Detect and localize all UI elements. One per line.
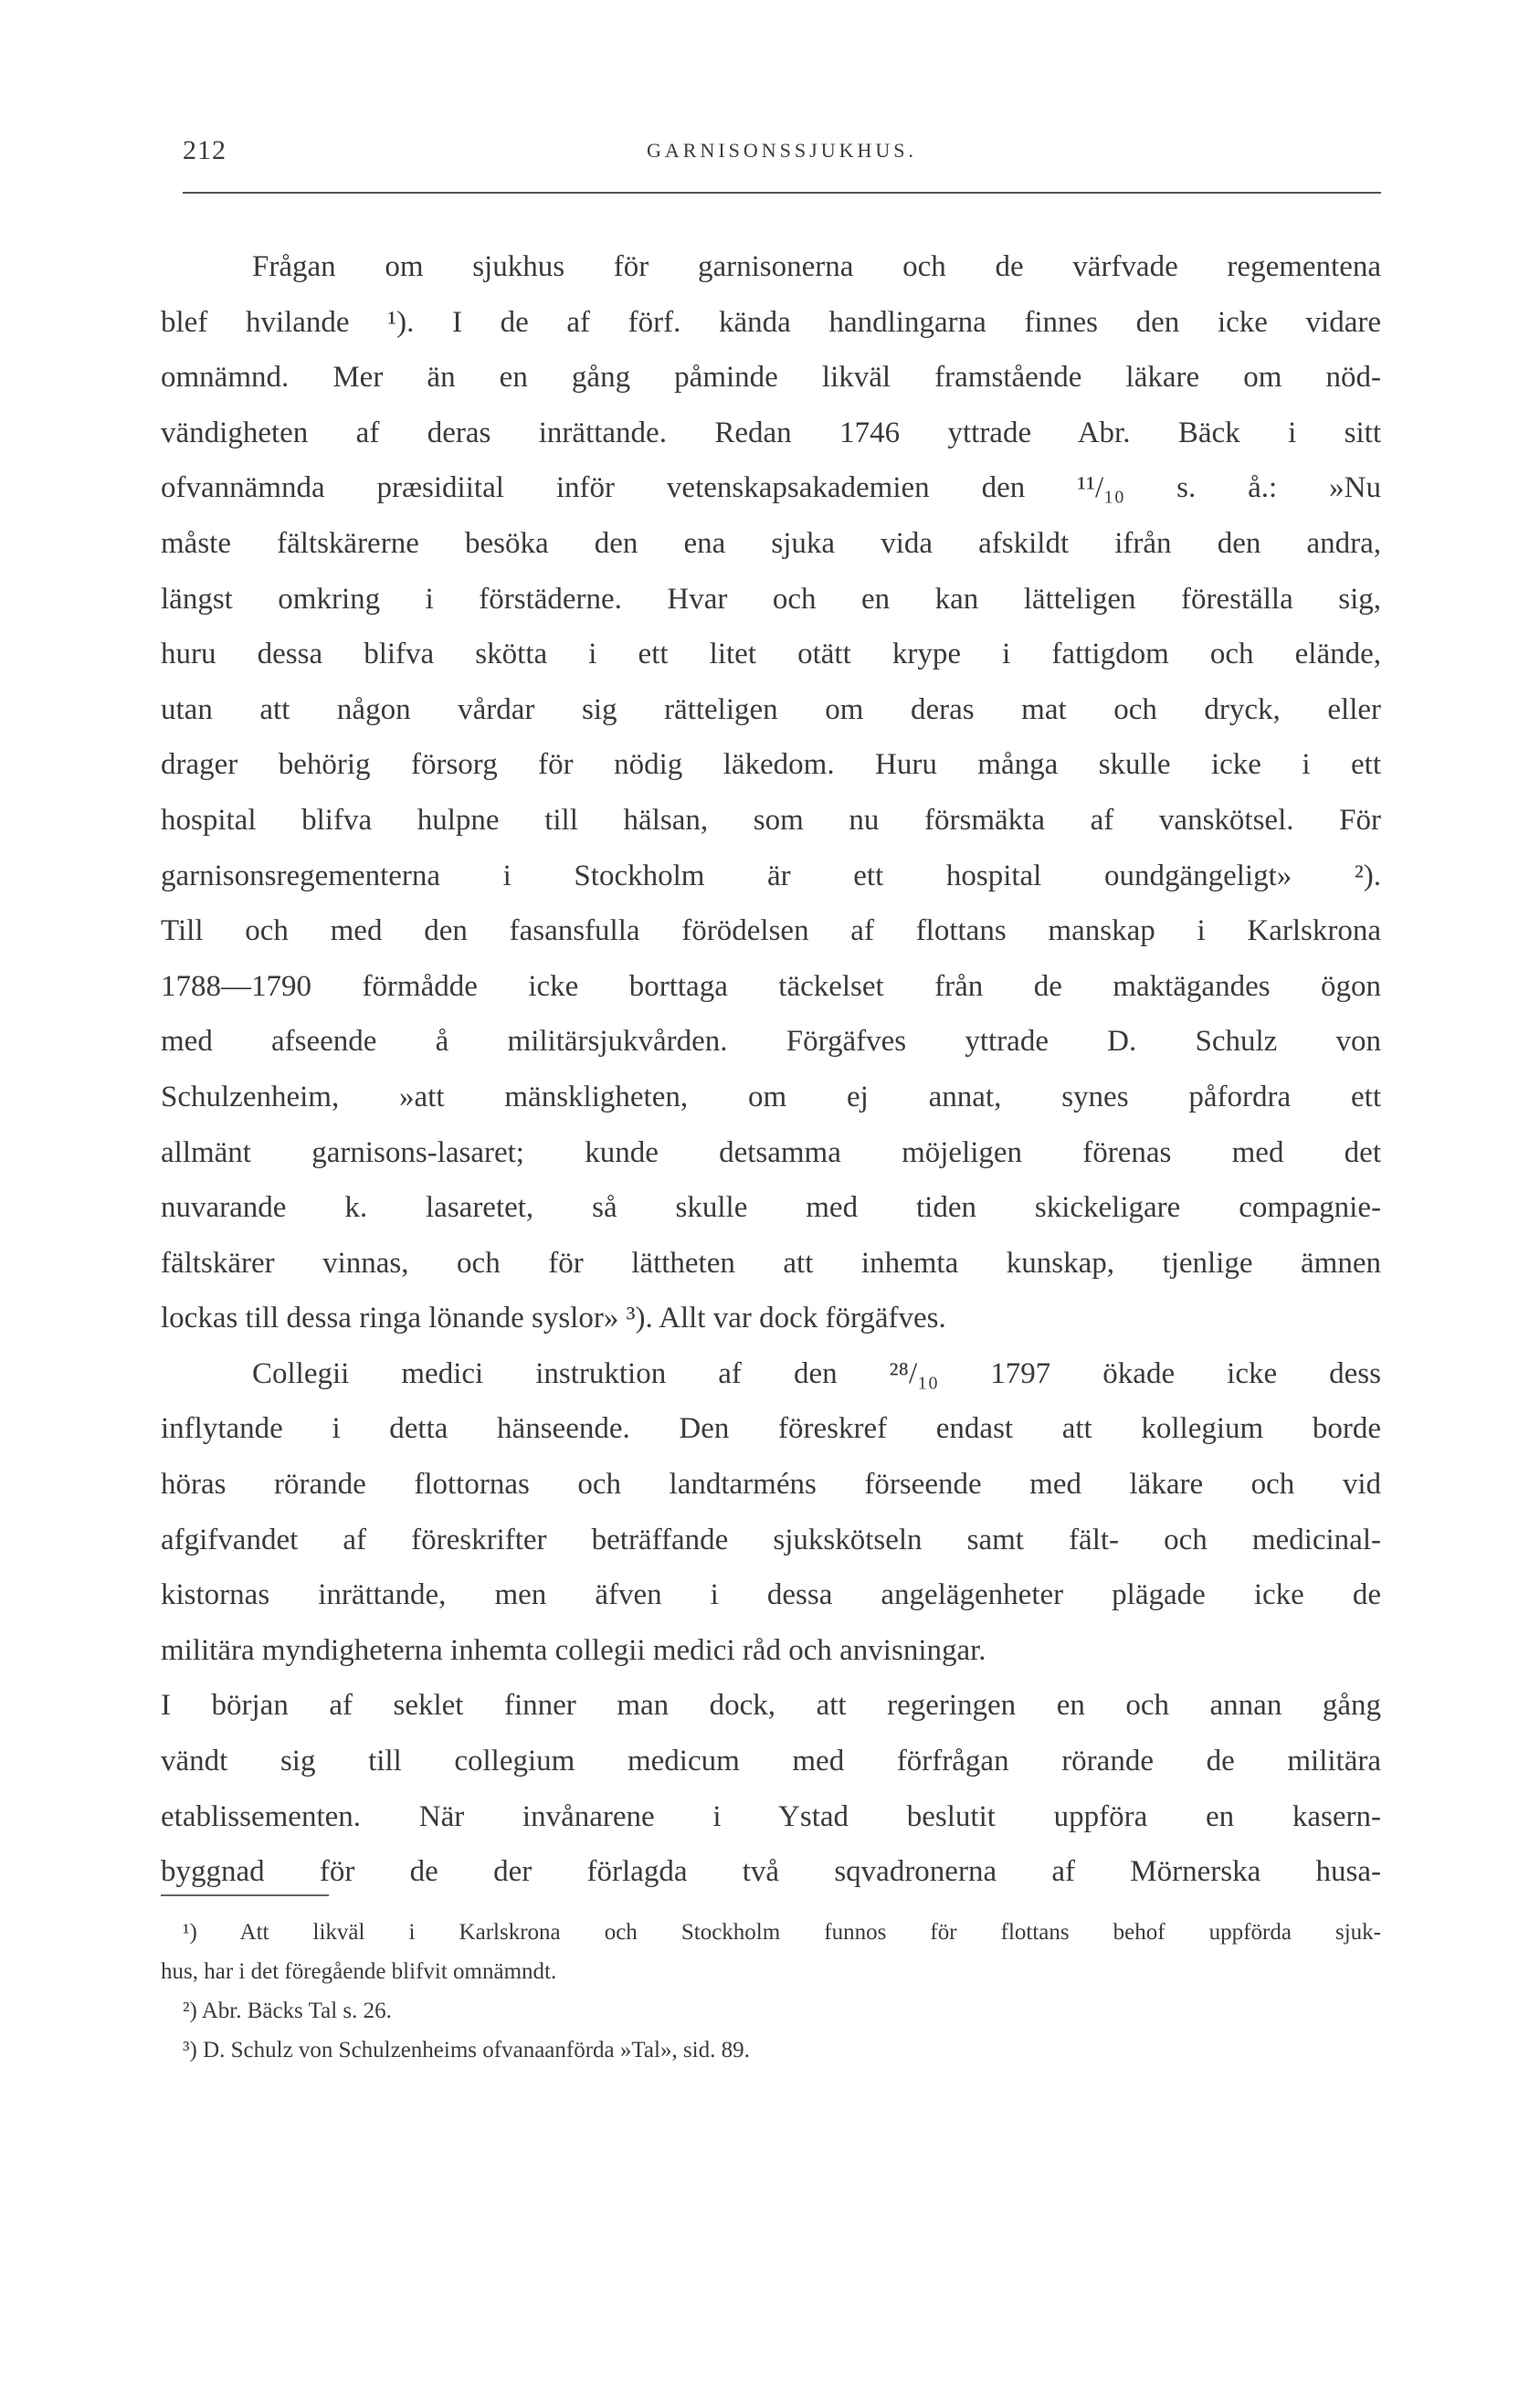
footnote-rule (161, 1894, 329, 1896)
body-line: fältskärer vinnas, och för lättheten att inhemta kunskap, tjenlige ämnen (161, 1246, 1381, 1280)
footnote-line: hus, har i det föregående blifvit omnämndt. (161, 1959, 557, 1984)
body-line: vändt sig till collegium medicum med förfrågan rörande de militära (161, 1745, 1381, 1778)
footnotes (161, 1913, 1381, 2070)
body-line: allmänt garnisons-lasaret; kunde detsamma möjeligen förenas med det (161, 1135, 1381, 1169)
body-line: utan att någon vårdar sig rätteligen om deras mat och dryck, eller (161, 692, 1381, 726)
body-line: Collegii medici instruktion af den ²⁸/₁₀ 1797 ökade icke dess (252, 1356, 1381, 1390)
body-line: etablissementen. När invånarene i Ystad beslutit uppföra en kasern- (161, 1799, 1381, 1833)
body-line: omnämnd. Mer än en gång påminde likväl framstående läkare om nöd- (161, 361, 1381, 395)
body-line: I början af seklet finner man dock, att regeringen en och annan gång (161, 1689, 1381, 1723)
body-line: 1788—1790 förmådde icke borttaga täckelset från de maktägandes ögon (161, 969, 1381, 1003)
footnote-line: ¹) Att likväl i Karlskrona och Stockholm funnos för flottans behof uppförda sjuk- (183, 1920, 1381, 1945)
body-line: huru dessa blifva skötta i ett litet otätt krype i fattigdom och elände, (161, 638, 1381, 671)
footnote-line: ²) Abr. Bäcks Tal s. 26. (183, 1999, 392, 2023)
body-line: måste fältskärerne besöka den ena sjuka vida afskildt ifrån den andra, (161, 526, 1381, 560)
body-line: drager behörig försorg för nödig läkedom. Huru många skulle icke i ett (161, 748, 1381, 782)
body-line: afgifvandet af föreskrifter beträffande sjukskötseln samt fält- och medicinal- (161, 1523, 1381, 1556)
body-line: hospital blifva hulpne till hälsan, som nu försmäkta af vanskötsel. För (161, 803, 1381, 837)
page-header (183, 135, 1381, 172)
body-line: vändigheten af deras inrättande. Redan 1746 yttrade Abr. Bäck i sitt (161, 416, 1381, 449)
footnote-line: ³) D. Schulz von Schulzenheims ofvanaanförda »Tal», sid. 89. (183, 2038, 750, 2062)
body-line: militära myndigheterna inhemta collegii medici råd och anvisningar. (161, 1633, 986, 1667)
body-line: Till och med den fasansfulla förödelsen af flottans manskap i Karlskrona (161, 914, 1381, 948)
body-line: längst omkring i förstäderne. Hvar och en kan lätteligen föreställa sig, (161, 582, 1381, 616)
body-line: Frågan om sjukhus för garnisonerna och de värfvade regementena (252, 250, 1381, 283)
body-line: Schulzenheim, »att mänskligheten, om ej annat, synes påfordra ett (161, 1080, 1381, 1113)
body-line: ofvannämnda præsidiital inför vetenskapsakademien den ¹¹/₁₀ s. å.: »Nu (161, 471, 1381, 505)
body-line: garnisonsregementerna i Stockholm är ett hospital oundgängeligt» ²). (161, 859, 1381, 892)
body-line: byggnad för de der förlagda två sqvadronerna af Mörnerska husa- (161, 1855, 1381, 1889)
body-text (161, 239, 1381, 1900)
body-line: lockas till dessa ringa lönande syslor» ³). Allt var dock förgäfves. (161, 1302, 946, 1335)
body-line: kistornas inrättande, men äfven i dessa angelägenheter plägade icke de (161, 1578, 1381, 1612)
page-number: 212 (183, 135, 227, 165)
body-line: blef hvilande ¹). I de af förf. kända handlingarna finnes den icke vidare (161, 305, 1381, 339)
body-line: nuvarande k. lasaretet, så skulle med tiden skickeligare compagnie- (161, 1191, 1381, 1225)
body-line: höras rörande flottornas och landtarméns förseende med läkare och vid (161, 1468, 1381, 1502)
body-line: inflytande i detta hänseende. Den föreskref endast att kollegium borde (161, 1412, 1381, 1446)
header-rule (183, 192, 1381, 194)
running-head: GARNISONSSJUKHUS. (647, 139, 917, 162)
body-line: med afseende å militärsjukvården. Förgäfves yttrade D. Schulz von (161, 1025, 1381, 1059)
